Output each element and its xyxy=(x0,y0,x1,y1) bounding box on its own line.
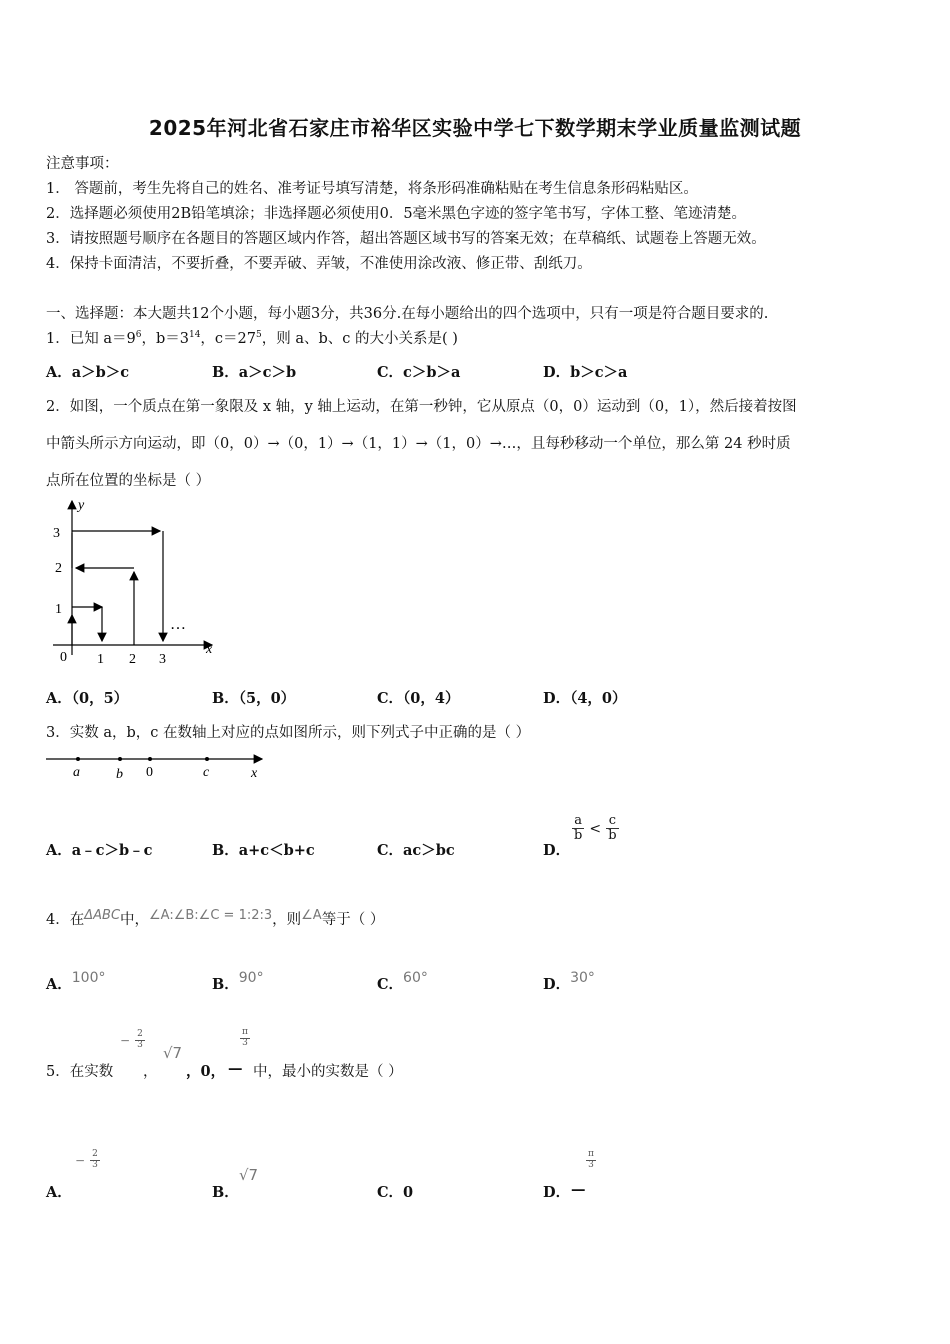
y-tick-label: 1 xyxy=(55,602,62,617)
x-tick-label: 3 xyxy=(159,652,166,667)
q5-option-a: A． xyxy=(46,1184,72,1201)
q2-option-c: C．（0，4） xyxy=(377,690,460,707)
ellipsis: … xyxy=(170,616,186,633)
notice-item: 2．选择题必须使用2B铅笔填涂；非选择题必须使用0．5毫米黑色字迹的签字笔书写，字体工整、笔迹清楚。 xyxy=(46,206,747,222)
question-2-line-1: 2．如图，一个质点在第一象限及 x 轴，y 轴上运动，在第一秒钟，它从原点（0，0）运动到（0，1），然后接着按图 xyxy=(46,399,797,415)
y-tick-label: 2 xyxy=(55,561,62,576)
label-b: b xyxy=(116,767,123,780)
notice-heading: 注意事项： xyxy=(46,156,119,172)
q1-option-c: C．c＞b＞a xyxy=(377,364,461,381)
q2-option-d: D．（4，0） xyxy=(543,690,627,707)
notice-item: 1． 答题前，考生先将自己的姓名、准考证号填写清楚，将条形码准确粘贴在考生信息条形码粘贴区。 xyxy=(46,181,698,197)
q1-option-b: B．a＞c＞b xyxy=(212,364,297,381)
question-2-line-2: 中箭头所示方向运动，即（0，0）→（0，1）→（1，1）→（1，0）→…，且每秒移动一个单位，那么第 24 秒时质 xyxy=(46,436,791,452)
q5-sqrt7: √7 xyxy=(163,1044,183,1062)
q3-number-line xyxy=(44,750,269,780)
q5-option-c: C．0 xyxy=(377,1184,414,1201)
label-zero: 0 xyxy=(146,765,153,780)
q1-option-d: D．b＞c＞a xyxy=(543,364,628,381)
q5-option-d-value: $\frac{\pi}{3}$ xyxy=(588,1149,594,1170)
label-c: c xyxy=(203,765,210,780)
point-c xyxy=(205,757,209,761)
q5-suffix: 中，最小的实数是（ ） xyxy=(253,1064,403,1080)
x-tick-label: 1 xyxy=(97,652,104,667)
q2-option-b: B．（5，0） xyxy=(212,690,296,707)
notice-item: 3．请按照题号顺序在各题目的答题区域内作答，超出答题区域书写的答案无效；在草稿纸、试题卷上答题无效。 xyxy=(46,231,766,247)
label-x: x xyxy=(251,766,258,780)
q4-option-b: B．90° xyxy=(212,970,264,993)
q5-pi-third: $\frac{\pi}{3}$ xyxy=(242,1027,248,1048)
question-2-line-3: 点所在位置的坐标是（ ） xyxy=(46,473,211,489)
point-b xyxy=(118,757,122,761)
q2-path-figure xyxy=(40,495,230,670)
q5-neg-two-thirds: − $\frac{2}{3}$ xyxy=(120,1029,143,1050)
x-tick-label: 2 xyxy=(129,652,136,667)
section-heading: 一、选择题：本大题共12个小题，每小题3分，共36分.在每小题给出的四个选项中，只有一项是符合题目要求的. xyxy=(46,306,769,322)
point-zero xyxy=(148,757,152,761)
origin-label: 0 xyxy=(60,650,67,665)
q5-separator: ， xyxy=(143,1064,158,1080)
q5-dash: — xyxy=(228,1060,243,1077)
q3-option-c: C．ac＞bc xyxy=(377,842,455,859)
question-1-stem: 1．已知 $a=9^6$，$b=3^{14}$，$c=27^5$，则 a、b、c 的大小关系是( ) xyxy=(46,330,458,347)
q4-option-a: A．100° xyxy=(46,970,106,993)
q3-option-d-expression: $\frac{a}{b}$ < $\frac{c}{b}$ xyxy=(574,813,617,844)
q4-option-c: C．60° xyxy=(377,970,428,993)
q4-option-d: D．30° xyxy=(543,970,595,993)
q2-option-a: A．（0，5） xyxy=(46,690,129,707)
q5-option-a-value: − $\frac{2}{3}$ xyxy=(75,1149,98,1170)
q5-option-d: D． xyxy=(543,1184,571,1201)
question-4-stem: 4．在ΔABC中，∠A:∠B:∠C = 1:2:3，则∠A等于（ ） xyxy=(46,908,385,928)
q5-option-d-dash: — xyxy=(571,1181,586,1198)
label-a: a xyxy=(73,765,80,780)
y-axis-label: y xyxy=(78,498,85,513)
q1-option-a: A．a＞b＞c xyxy=(46,364,130,381)
y-tick-label: 3 xyxy=(53,526,60,541)
q3-option-d: D． xyxy=(543,842,571,859)
q5-option-b-value: √7 xyxy=(239,1166,259,1184)
page-title: 2025年河北省石家庄市裕华区实验中学七下数学期末学业质量监测试题 xyxy=(148,116,802,140)
question-5-prefix: 5．在实数 xyxy=(46,1064,114,1080)
q3-option-b: B．a+c＜b+c xyxy=(212,842,315,859)
q3-option-a: A．a﹣c＞b﹣c xyxy=(46,842,153,859)
q5-option-b: B． xyxy=(212,1184,239,1201)
question-3-stem: 3．实数 a，b，c 在数轴上对应的点如图所示，则下列式子中正确的是（ ） xyxy=(46,725,531,741)
x-axis-label: x xyxy=(206,642,213,657)
notice-item: 4．保持卡面清洁，不要折叠，不要弄破、弄皱，不准使用涂改液、修正带、刮纸刀。 xyxy=(46,256,592,272)
point-a xyxy=(76,757,80,761)
q5-zero: ，0， xyxy=(186,1063,226,1080)
